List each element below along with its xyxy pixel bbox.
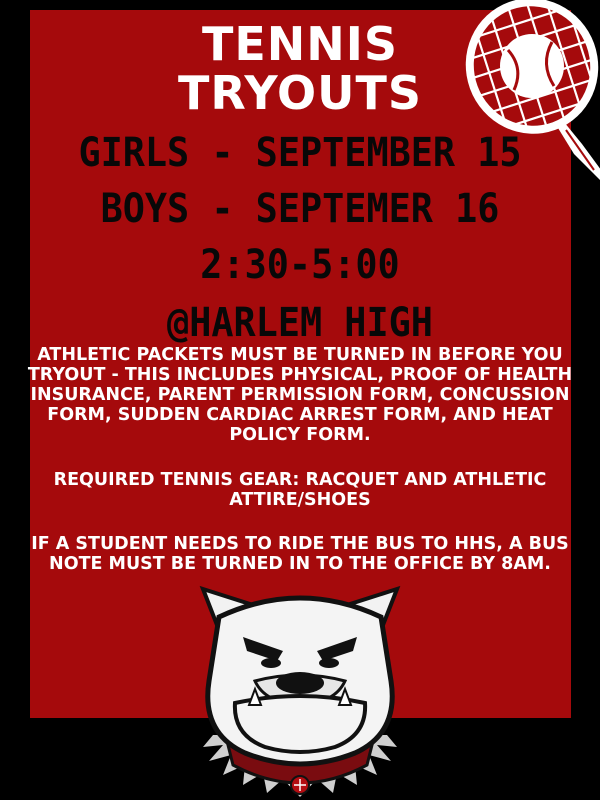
tennis-ball-icon bbox=[500, 34, 564, 98]
tennis-racquet-icon bbox=[454, 0, 600, 194]
athletic-packets-paragraph: ATHLETIC PACKETS MUST BE TURNED IN BEFORE YOU TRYOUT - THIS INCLUDES PHYSICAL, PROOF OF HEALTH INSURANCE, PARENT PERMISSION FORM, CONCUSSION FORM, SUDDEN CARDIAC ARREST FORM, AND HEAT POLICY FORM. bbox=[27, 345, 573, 445]
title-line-1: TENNIS bbox=[201, 17, 399, 71]
bus-note-paragraph: IF A STUDENT NEEDS TO RIDE THE BUS TO HHS, A BUS NOTE MUST BE TURNED IN TO THE OFFICE BY 8AM. bbox=[31, 534, 569, 574]
title-line-2: TRYOUTS bbox=[178, 66, 422, 120]
girls-tryout-date: GIRLS - SEPTEMBER 15 bbox=[78, 130, 522, 176]
bulldog-mascot-icon bbox=[195, 585, 405, 800]
tryout-time: 2:30-5:00 bbox=[200, 242, 400, 288]
required-gear-paragraph: REQUIRED TENNIS GEAR: RACQUET AND ATHLETIC ATTIRE/SHOES bbox=[53, 470, 547, 510]
boys-tryout-date: BOYS - SEPTEMER 16 bbox=[100, 186, 500, 232]
tryout-location: @HARLEM HIGH bbox=[167, 300, 433, 346]
